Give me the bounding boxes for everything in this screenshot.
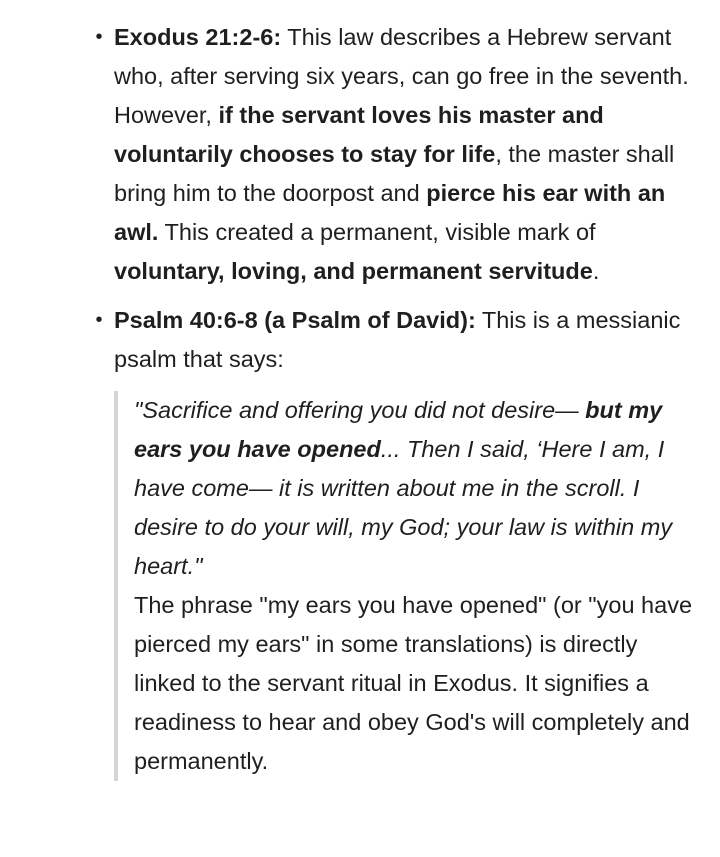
list-item-exodus	[0, 18, 720, 291]
blockquote	[114, 391, 700, 781]
exodus-bold-1: if the servant loves his master and voluntarily chooses to stay for life	[114, 102, 604, 167]
psalm-text-1: This is a messianic psalm that says:	[114, 307, 681, 372]
exodus-bold-3: voluntary, loving, and permanent servitude	[114, 258, 593, 284]
bullet-marker: •	[95, 26, 103, 48]
quote-scripture	[134, 391, 700, 586]
quote-text-2: ... Then I said, ‘Here I am, I have come— it is written about me in the scroll. I desire to do your will, my God; your law is within my heart."	[134, 436, 673, 579]
quote-text-1: "Sacrifice and offering you did not desire—	[134, 397, 586, 423]
quote-commentary: The phrase "my ears you have opened" (or "you have pierced my ears" in some translations) is directly linked to the servant ritual in Exodus. It signifies a readiness to hear and obey God's will completely and permanently.	[134, 592, 693, 774]
reference-psalm: Psalm 40:6-8 (a Psalm of David):	[114, 307, 476, 333]
exodus-text-2: , the master shall bring him to the doorpost and	[114, 141, 675, 206]
document-body	[0, 18, 720, 781]
quote-bold: but my ears you have opened	[134, 397, 663, 462]
list-item-psalm	[0, 301, 720, 781]
exodus-text-1: This law describes a Hebrew servant who, after serving six years, can go free in the seventh. However,	[114, 24, 689, 128]
exodus-text-3: This created a permanent, visible mark of	[158, 219, 596, 245]
exodus-text-4: .	[592, 258, 600, 284]
bullet-list	[0, 18, 720, 781]
exodus-bold-2: pierce his ear with an awl.	[114, 180, 666, 245]
bullet-marker: •	[95, 309, 103, 331]
reference-exodus: Exodus 21:2-6:	[114, 24, 282, 50]
